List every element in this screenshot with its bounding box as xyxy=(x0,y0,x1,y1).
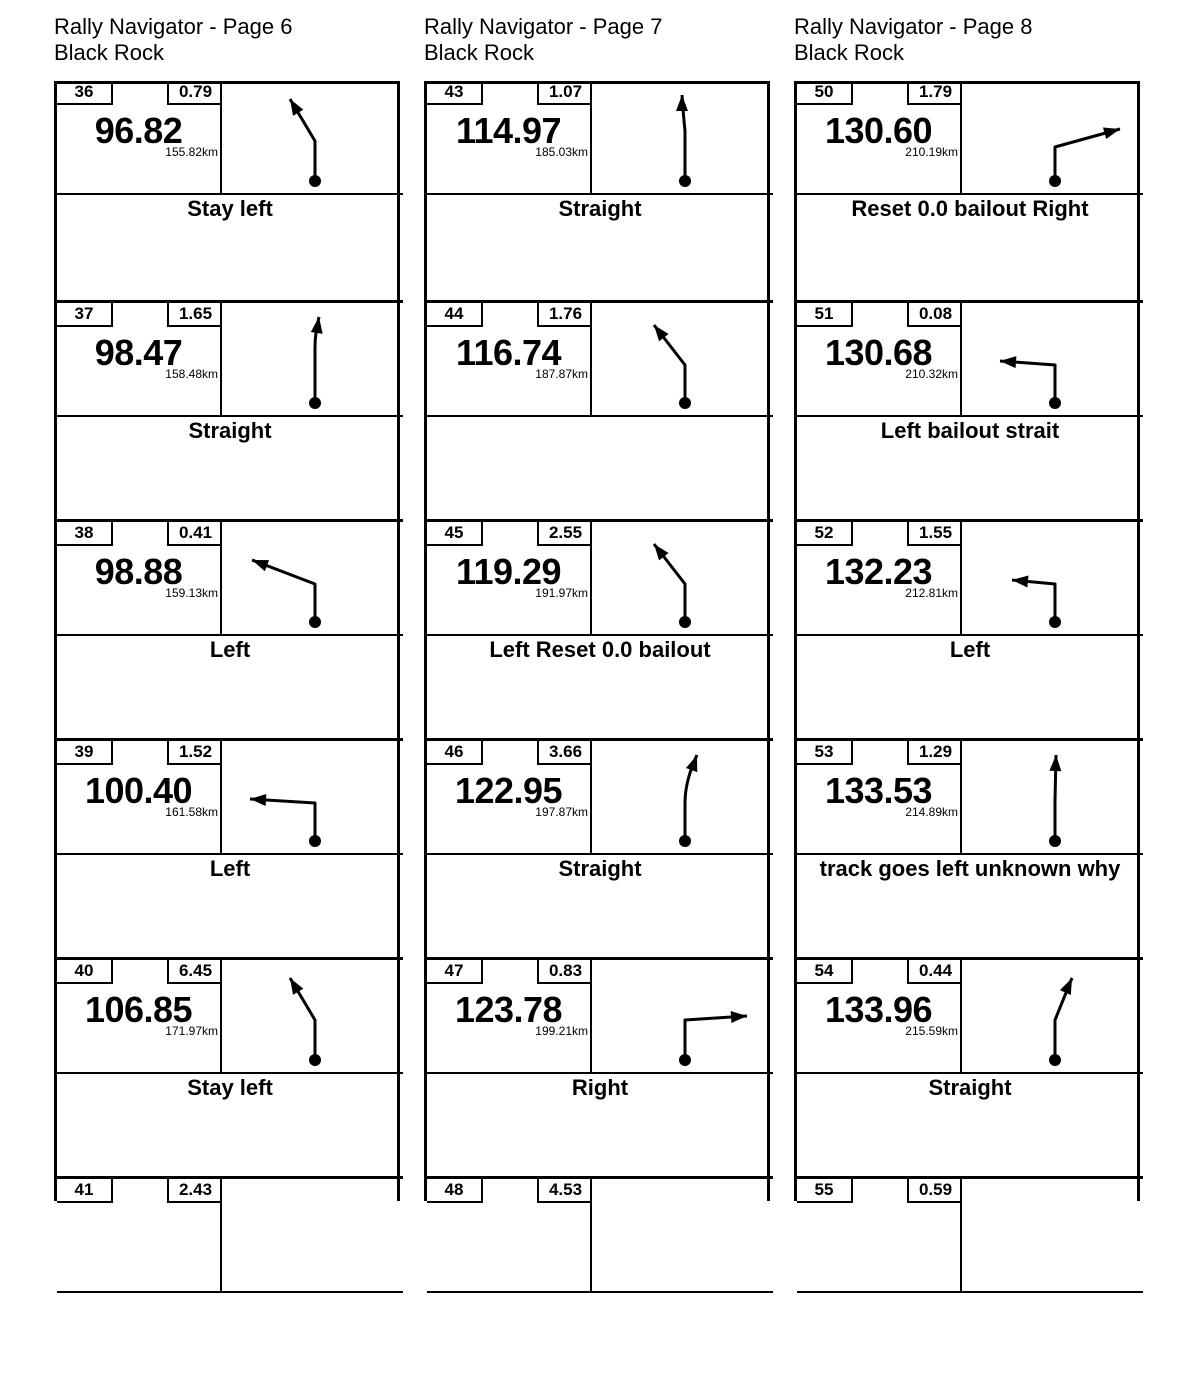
straight-tulip xyxy=(592,81,772,193)
tulip-start-dot xyxy=(679,616,691,628)
tulip-cell xyxy=(222,303,403,415)
roadbook-step xyxy=(57,957,403,1176)
roadbook-page xyxy=(424,14,776,1199)
step-number: 37 xyxy=(57,303,113,327)
tulip-cell xyxy=(222,741,403,853)
page-title: Rally Navigator - Page 7 xyxy=(424,14,663,39)
roadbook-step xyxy=(797,519,1143,738)
total-distance-km: 214.89km xyxy=(905,805,958,819)
distance-cell xyxy=(427,960,592,1072)
straight-tulip xyxy=(962,741,1142,853)
roadbook-step xyxy=(57,519,403,738)
step-header-row xyxy=(57,960,403,1074)
stay-left-tulip xyxy=(222,960,402,1072)
total-distance-km: 210.32km xyxy=(905,367,958,381)
tulip-cell xyxy=(962,81,1143,193)
total-distance-km: 185.03km xyxy=(535,145,588,159)
roadbook-step xyxy=(427,300,773,519)
tulip-arrowhead xyxy=(252,560,269,571)
step-header-row xyxy=(57,741,403,855)
partial-distance: 6.45 xyxy=(167,960,222,984)
tulip-cell xyxy=(962,522,1143,634)
step-number: 38 xyxy=(57,522,113,546)
total-distance: 130.68 xyxy=(824,332,933,373)
step-number: 47 xyxy=(427,960,483,984)
roadbook-step xyxy=(797,81,1143,300)
partial-distance: 1.55 xyxy=(907,522,962,546)
step-header-row xyxy=(427,303,773,417)
step-header-row xyxy=(57,1179,403,1293)
tulip-start-dot xyxy=(1049,175,1061,187)
total-distance: 130.60 xyxy=(824,110,933,151)
left-turn-tulip xyxy=(222,522,402,634)
step-header-row xyxy=(57,303,403,417)
tulip-start-dot xyxy=(679,835,691,847)
step-header-row xyxy=(797,960,1143,1074)
tulip-arrowhead xyxy=(290,978,303,995)
tulip-arrowhead xyxy=(311,317,323,334)
step-instruction: Left xyxy=(209,856,251,881)
step-header-row xyxy=(797,1179,1143,1293)
tulip-start-dot xyxy=(309,397,321,409)
tulip-start-dot xyxy=(309,175,321,187)
step-header-row xyxy=(427,81,773,195)
step-header-row xyxy=(427,522,773,636)
step-instruction: Left bailout strait xyxy=(880,418,1060,443)
roadbook-page xyxy=(54,14,406,1199)
tulip-start-dot xyxy=(679,397,691,409)
tulip-arrowhead xyxy=(290,99,303,116)
step-number: 44 xyxy=(427,303,483,327)
total-distance: 100.40 xyxy=(84,770,193,811)
partial-distance: 0.59 xyxy=(907,1179,962,1203)
partial-distance: 4.53 xyxy=(537,1179,592,1203)
tulip-arrowhead xyxy=(1060,978,1072,995)
step-header-row xyxy=(797,303,1143,417)
page-subtitle: Black Rock xyxy=(794,40,905,65)
straight-tulip xyxy=(592,741,772,853)
roadbook-column xyxy=(54,81,400,1201)
tulip-cell xyxy=(592,741,773,853)
step-instruction: Right xyxy=(571,1075,629,1100)
tulip-start-dot xyxy=(309,1054,321,1066)
roadbook-step xyxy=(427,519,773,738)
partial-distance: 0.41 xyxy=(167,522,222,546)
step-number: 41 xyxy=(57,1179,113,1203)
step-header-row xyxy=(427,960,773,1074)
tulip-start-dot xyxy=(1049,616,1061,628)
tulip-path xyxy=(252,560,315,622)
step-header-row xyxy=(427,741,773,855)
roadbook-step xyxy=(57,738,403,957)
roadbook-step xyxy=(427,81,773,300)
roadbook-step xyxy=(797,1176,1143,1395)
partial-distance: 1.29 xyxy=(907,741,962,765)
left-turn-tulip xyxy=(962,303,1142,415)
distance-cell xyxy=(57,522,222,634)
right-turn-tulip xyxy=(592,960,772,1072)
total-distance-km: 158.48km xyxy=(165,367,218,381)
roadbook-step xyxy=(797,957,1143,1176)
step-number: 48 xyxy=(427,1179,483,1203)
tulip-cell xyxy=(222,81,403,193)
partial-distance: 1.76 xyxy=(537,303,592,327)
total-distance-km: 161.58km xyxy=(165,805,218,819)
step-number: 40 xyxy=(57,960,113,984)
step-instruction: Left Reset 0.0 bailout xyxy=(489,637,711,662)
page-subtitle: Black Rock xyxy=(54,40,165,65)
tulip-path xyxy=(1055,129,1120,181)
distance-cell xyxy=(427,1179,592,1291)
tulip-start-dot xyxy=(679,175,691,187)
page-title: Rally Navigator - Page 6 xyxy=(54,14,293,39)
total-distance: 122.95 xyxy=(454,770,563,811)
distance-cell xyxy=(427,522,592,634)
step-header-row xyxy=(797,522,1143,636)
tulip-cell xyxy=(592,81,773,193)
tulip xyxy=(592,1179,772,1291)
step-instruction: Stay left xyxy=(187,196,273,221)
distance-cell xyxy=(797,741,962,853)
page-subtitle: Black Rock xyxy=(424,40,535,65)
tulip-start-dot xyxy=(1049,835,1061,847)
roadbook-step xyxy=(57,300,403,519)
tulip-arrowhead xyxy=(731,1011,747,1023)
page-title: Rally Navigator - Page 8 xyxy=(794,14,1033,39)
distance-cell xyxy=(57,741,222,853)
total-distance-km: 210.19km xyxy=(905,145,958,159)
total-distance-km: 159.13km xyxy=(165,586,218,600)
total-distance-km: 215.59km xyxy=(905,1024,958,1038)
tulip-cell xyxy=(592,1179,773,1291)
tulip-start-dot xyxy=(309,835,321,847)
tulip-cell xyxy=(222,960,403,1072)
partial-distance: 1.79 xyxy=(907,81,962,105)
right-turn-tulip xyxy=(962,81,1142,193)
partial-distance: 1.65 xyxy=(167,303,222,327)
roadbook-step xyxy=(427,957,773,1176)
distance-cell xyxy=(427,741,592,853)
step-instruction: Left xyxy=(209,637,251,662)
total-distance: 119.29 xyxy=(455,551,562,592)
distance-cell xyxy=(797,960,962,1072)
step-number: 46 xyxy=(427,741,483,765)
step-header-row xyxy=(797,741,1143,855)
roadbook-step xyxy=(427,1176,773,1395)
partial-distance: 1.52 xyxy=(167,741,222,765)
stay-left-tulip xyxy=(592,522,772,634)
partial-distance: 0.83 xyxy=(537,960,592,984)
straight-tulip xyxy=(962,960,1142,1072)
tulip-path xyxy=(685,1016,747,1060)
tulip-cell xyxy=(592,960,773,1072)
partial-distance: 3.66 xyxy=(537,741,592,765)
tulip-path xyxy=(1012,580,1055,622)
step-header-row xyxy=(57,522,403,636)
roadbook-step xyxy=(427,738,773,957)
straight-tulip xyxy=(222,303,402,415)
total-distance-km: 199.21km xyxy=(535,1024,588,1038)
step-number: 54 xyxy=(797,960,853,984)
distance-cell xyxy=(427,81,592,193)
total-distance: 114.97 xyxy=(455,110,562,151)
step-number: 36 xyxy=(57,81,113,105)
total-distance-km: 155.82km xyxy=(165,145,218,159)
step-number: 55 xyxy=(797,1179,853,1203)
distance-cell xyxy=(797,81,962,193)
step-number: 52 xyxy=(797,522,853,546)
tulip-arrowhead xyxy=(676,95,688,111)
tulip-start-dot xyxy=(679,1054,691,1066)
partial-distance: 0.79 xyxy=(167,81,222,105)
left-turn-tulip xyxy=(962,522,1142,634)
stay-left-tulip xyxy=(222,81,402,193)
tulip xyxy=(962,1179,1142,1291)
partial-distance: 2.55 xyxy=(537,522,592,546)
total-distance-km: 191.97km xyxy=(535,586,588,600)
total-distance: 132.23 xyxy=(824,551,933,592)
partial-distance: 2.43 xyxy=(167,1179,222,1203)
tulip-path xyxy=(1000,361,1055,403)
step-instruction: Stay left xyxy=(187,1075,273,1100)
tulip-cell xyxy=(222,1179,403,1291)
distance-cell xyxy=(797,1179,962,1291)
distance-cell xyxy=(797,303,962,415)
left-turn-tulip xyxy=(222,741,402,853)
distance-cell xyxy=(427,303,592,415)
total-distance-km: 212.81km xyxy=(905,586,958,600)
tulip-start-dot xyxy=(309,616,321,628)
step-number: 53 xyxy=(797,741,853,765)
total-distance-km: 187.87km xyxy=(535,367,588,381)
total-distance: 96.82 xyxy=(94,110,183,151)
step-number: 39 xyxy=(57,741,113,765)
tulip-cell xyxy=(962,741,1143,853)
total-distance: 98.47 xyxy=(94,332,183,373)
partial-distance: 0.08 xyxy=(907,303,962,327)
tulip-cell xyxy=(962,1179,1143,1291)
roadbook-page xyxy=(794,14,1146,1199)
step-instruction: Left xyxy=(949,637,991,662)
tulip-start-dot xyxy=(1049,397,1061,409)
roadbook-step xyxy=(57,1176,403,1395)
step-number: 45 xyxy=(427,522,483,546)
step-instruction: Straight xyxy=(558,856,642,881)
stay-left-tulip xyxy=(592,303,772,415)
step-header-row xyxy=(57,81,403,195)
total-distance: 98.88 xyxy=(94,551,183,592)
step-instruction: Reset 0.0 bailout Right xyxy=(851,196,1089,221)
distance-cell xyxy=(57,81,222,193)
total-distance-km: 171.97km xyxy=(165,1024,218,1038)
total-distance: 123.78 xyxy=(454,989,563,1030)
total-distance-km: 197.87km xyxy=(535,805,588,819)
tulip-cell xyxy=(962,303,1143,415)
roadbook-step xyxy=(57,81,403,300)
total-distance: 116.74 xyxy=(455,332,562,373)
step-number: 51 xyxy=(797,303,853,327)
roadbook-column xyxy=(424,81,770,1201)
total-distance: 106.85 xyxy=(84,989,193,1030)
distance-cell xyxy=(57,960,222,1072)
tulip-arrowhead xyxy=(1103,127,1120,139)
tulip-path xyxy=(250,799,315,841)
roadbook-step xyxy=(797,300,1143,519)
step-instruction: Straight xyxy=(188,418,272,443)
total-distance: 133.96 xyxy=(824,989,933,1030)
tulip-arrowhead xyxy=(250,794,266,806)
step-number: 50 xyxy=(797,81,853,105)
step-header-row xyxy=(797,81,1143,195)
tulip-cell xyxy=(222,522,403,634)
tulip-arrowhead xyxy=(1049,755,1061,771)
total-distance: 133.53 xyxy=(824,770,933,811)
step-instruction: track goes left unknown why xyxy=(819,856,1121,881)
step-number: 43 xyxy=(427,81,483,105)
tulip-cell xyxy=(592,303,773,415)
tulip-start-dot xyxy=(1049,1054,1061,1066)
step-instruction: Straight xyxy=(558,196,642,221)
tulip-arrowhead xyxy=(686,755,697,772)
tulip-cell xyxy=(592,522,773,634)
roadbook-column xyxy=(794,81,1140,1201)
roadbook-step xyxy=(797,738,1143,957)
step-header-row xyxy=(427,1179,773,1293)
distance-cell xyxy=(57,1179,222,1291)
partial-distance: 0.44 xyxy=(907,960,962,984)
distance-cell xyxy=(57,303,222,415)
tulip xyxy=(222,1179,402,1291)
distance-cell xyxy=(797,522,962,634)
partial-distance: 1.07 xyxy=(537,81,592,105)
step-instruction: Straight xyxy=(928,1075,1012,1100)
tulip-cell xyxy=(962,960,1143,1072)
